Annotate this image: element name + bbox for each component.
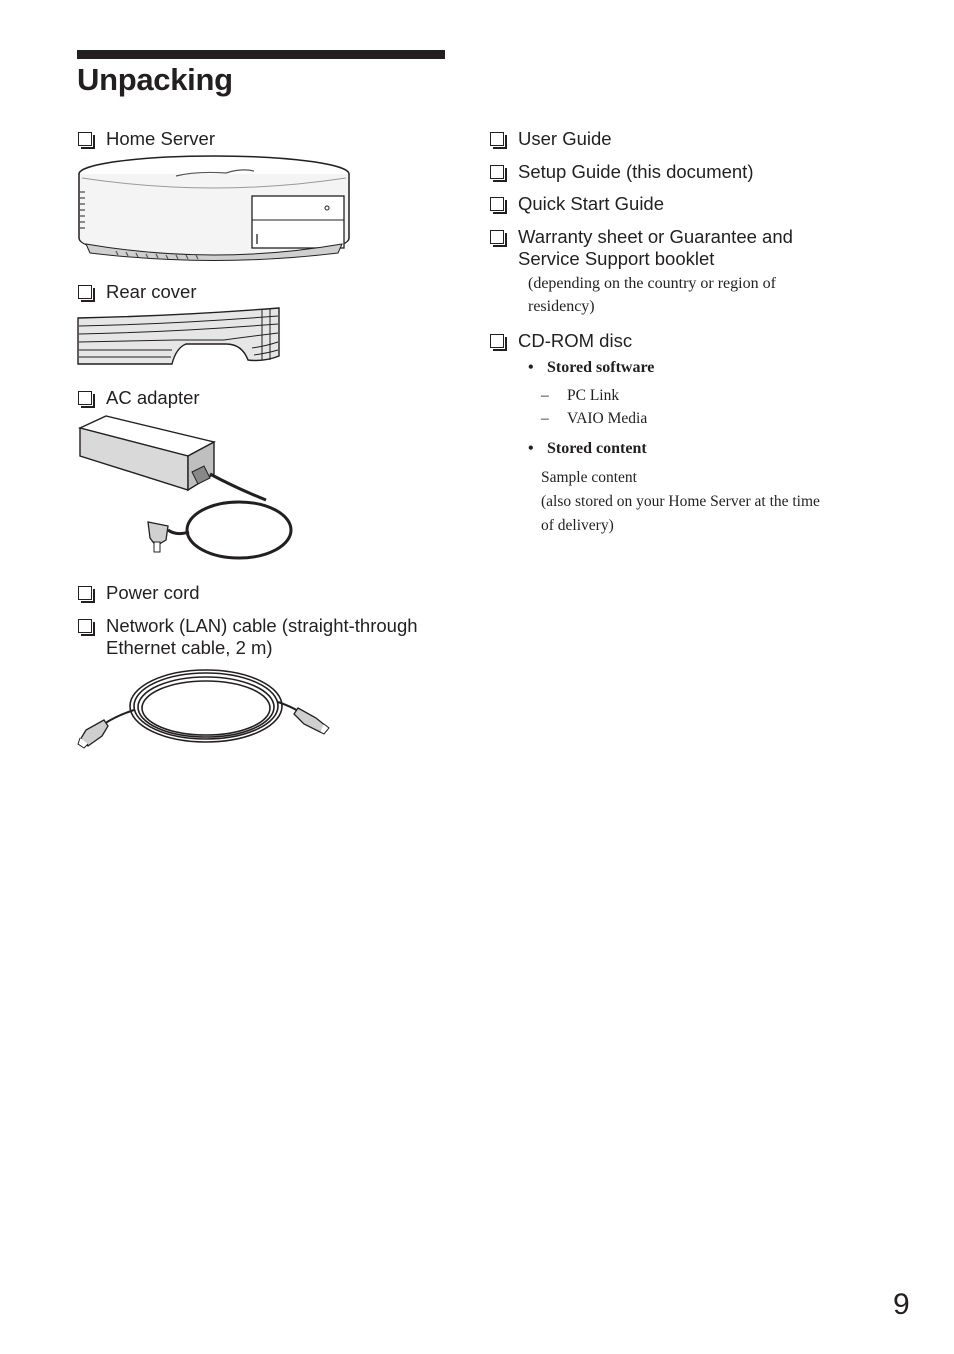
checklist-item-lan-cable	[78, 615, 418, 659]
home-server-illustration	[76, 154, 356, 266]
rear-cover-illustration	[76, 306, 286, 368]
warranty-note	[528, 272, 776, 318]
item-label: AC adapter	[106, 387, 200, 408]
software-item: – PC Link	[541, 387, 620, 404]
checkbox-icon	[490, 334, 504, 348]
item-label: Rear cover	[106, 281, 197, 302]
warranty-note-line1: (depending on the country or region of	[528, 275, 776, 292]
page-title: Unpacking	[77, 62, 233, 97]
item-label-line2: Service Support booklet	[518, 248, 715, 269]
checklist-item-user-guide	[490, 128, 612, 150]
item-label: User Guide	[518, 128, 612, 149]
checklist-item-rear-cover	[78, 281, 196, 303]
content-line1: Sample content	[541, 469, 637, 486]
checklist-item-home-server	[78, 128, 215, 150]
content-line3: of delivery)	[541, 517, 614, 534]
item-label-line2: Ethernet cable, 2 m)	[106, 637, 273, 658]
item-label-line1: Warranty sheet or Guarantee and	[518, 226, 793, 247]
checkbox-icon	[490, 230, 504, 244]
checklist-item-ac-adapter	[78, 387, 200, 409]
item-label: Power cord	[106, 582, 200, 603]
item-label: Quick Start Guide	[518, 193, 665, 214]
checklist-item-cdrom	[490, 330, 632, 352]
checkbox-icon	[490, 165, 504, 179]
checkbox-icon	[78, 285, 92, 299]
lan-cable-illustration	[76, 664, 332, 754]
checklist-item-warranty	[490, 226, 793, 270]
checkbox-icon	[490, 132, 504, 146]
stored-content-description	[541, 466, 820, 538]
page-number: 9	[893, 1288, 910, 1321]
checkbox-icon	[78, 391, 92, 405]
bullet-icon: •	[528, 359, 534, 376]
item-label-line1: Network (LAN) cable (straight-through	[106, 615, 418, 636]
checkbox-icon	[490, 197, 504, 211]
dash-icon: –	[541, 410, 549, 427]
checkbox-icon	[78, 586, 92, 600]
item-label: Setup Guide (this document)	[518, 161, 754, 182]
content-line2: (also stored on your Home Server at the time	[541, 493, 820, 510]
checkbox-icon	[78, 132, 92, 146]
stored-software-heading: • Stored software	[528, 359, 655, 376]
stored-content-heading: • Stored content	[528, 440, 647, 457]
item-label: Home Server	[106, 128, 215, 149]
title-rule	[77, 50, 445, 59]
checklist-item-quick-start	[490, 193, 664, 215]
dash-icon: –	[541, 387, 549, 404]
item-label: CD-ROM disc	[518, 330, 633, 351]
bullet-icon: •	[528, 440, 534, 457]
checklist-item-setup-guide	[490, 161, 754, 183]
software-item: – VAIO Media	[541, 410, 648, 427]
ac-adapter-illustration	[76, 412, 296, 564]
checklist-item-power-cord	[78, 582, 200, 604]
checkbox-icon	[78, 619, 92, 633]
warranty-note-line2: residency)	[528, 298, 595, 315]
